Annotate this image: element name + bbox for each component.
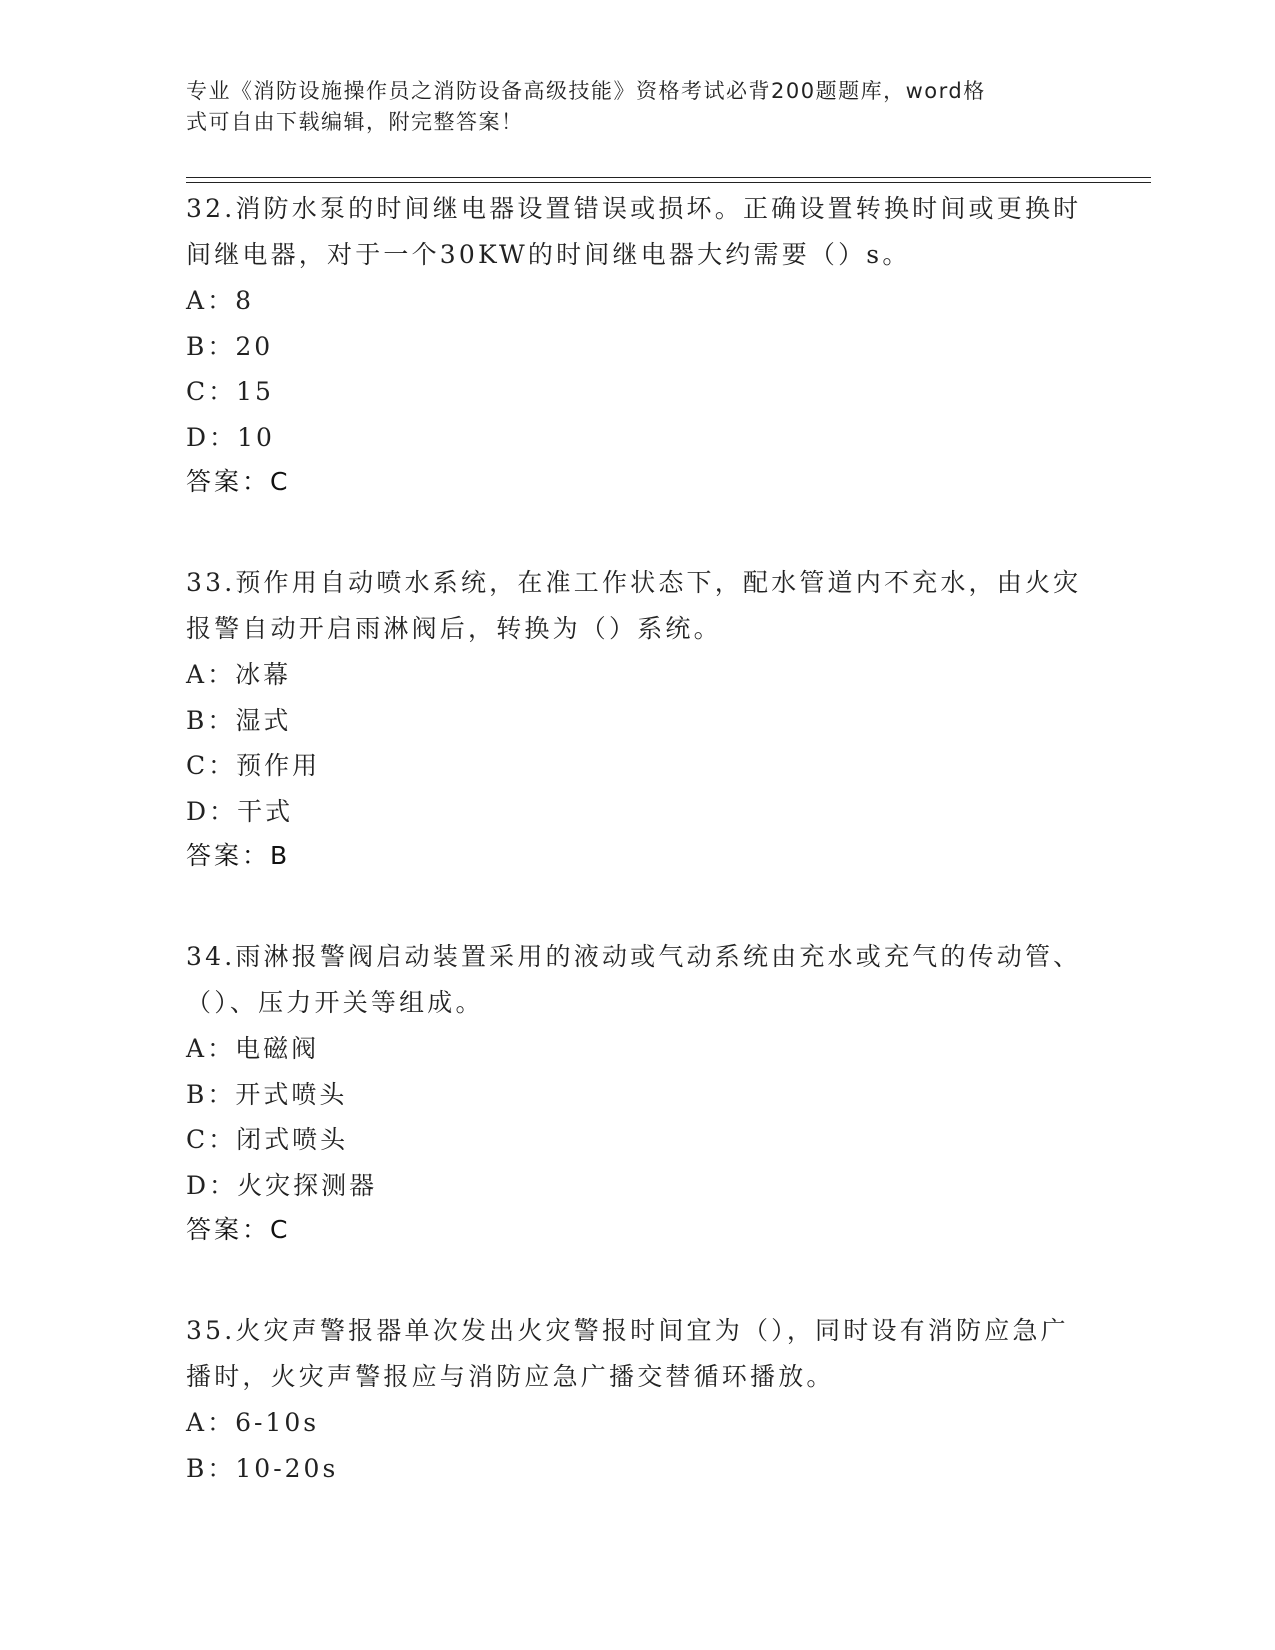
option-text: 10 [237, 422, 275, 452]
answer-option [186, 369, 1086, 415]
answer-option [186, 1072, 1086, 1118]
answer-label: 答案： [186, 467, 271, 496]
answer-option [186, 1163, 1086, 1209]
question-item [186, 186, 1086, 504]
option-key: A [186, 1408, 208, 1437]
answer-label: 答案： [186, 1215, 271, 1244]
question-list [186, 186, 1086, 1547]
question-item [186, 1308, 1086, 1491]
option-key: C [186, 377, 209, 406]
document-header [186, 76, 1066, 138]
option-text: 干式 [237, 796, 294, 826]
answer-option [186, 789, 1086, 835]
answer-option [186, 1446, 1086, 1492]
option-text: 冰幕 [235, 660, 292, 689]
answer-option [186, 698, 1086, 744]
option-key: C [186, 751, 209, 780]
option-separator: ： [207, 660, 236, 689]
answer-option [186, 278, 1086, 324]
answer-line [186, 460, 1086, 504]
answer-line [186, 1208, 1086, 1252]
option-separator: ： [207, 331, 236, 361]
answer-line [186, 834, 1086, 878]
option-key: D [186, 422, 210, 452]
header-divider-bottom [186, 182, 1151, 183]
option-key: B [186, 1079, 208, 1109]
option-key: B [186, 1453, 208, 1483]
option-separator: ： [209, 422, 238, 452]
option-text: 闭式喷头 [236, 1125, 349, 1154]
option-text: 20 [235, 331, 274, 361]
option-key: D [186, 796, 210, 826]
question-stem: 33.预作用自动喷水系统，在准工作状态下，配水管道内不充水，由火灾报警自动开启雨淋阀后，转换为（）系统。 [186, 568, 1082, 643]
option-key: A [186, 286, 208, 315]
option-separator: ： [207, 1079, 236, 1109]
header-line-1: 专业《消防设施操作员之消防设备高级技能》资格考试必背200题题库，word格 [186, 79, 986, 103]
answer-label: 答案： [186, 841, 271, 870]
answer-option [186, 1117, 1086, 1163]
option-text: 开式喷头 [235, 1079, 348, 1109]
option-text: 8 [235, 286, 254, 315]
option-key: B [186, 705, 208, 735]
question-item [186, 934, 1086, 1252]
question-item [186, 560, 1086, 878]
answer-option [186, 1026, 1086, 1072]
option-separator: ： [208, 751, 237, 780]
answer-option [186, 415, 1086, 461]
option-key: D [186, 1170, 210, 1200]
option-separator: ： [207, 1408, 236, 1437]
option-text: 火灾探测器 [237, 1170, 378, 1200]
header-divider-top [186, 177, 1151, 178]
option-key: C [186, 1125, 209, 1154]
option-separator: ： [209, 1170, 238, 1200]
question-stem: 32.消防水泵的时间继电器设置错误或损坏。正确设置转换时间或更换时间继电器，对于一个30KW的时间继电器大约需要（）s。 [186, 194, 1082, 269]
answer-option [186, 652, 1086, 698]
option-key: A [186, 1034, 208, 1063]
option-separator: ： [208, 377, 237, 406]
option-separator: ： [207, 1453, 236, 1483]
option-key: B [186, 331, 208, 361]
option-text: 15 [236, 377, 274, 406]
option-separator: ： [209, 796, 238, 826]
option-separator: ： [207, 1034, 236, 1063]
answer-option [186, 743, 1086, 789]
option-separator: ： [207, 286, 236, 315]
option-text: 6-10s [235, 1408, 320, 1437]
answer-option [186, 324, 1086, 370]
header-line-2: 式可自由下载编辑，附完整答案！ [186, 110, 524, 134]
option-separator: ： [208, 1125, 237, 1154]
option-text: 预作用 [236, 751, 321, 780]
option-key: A [186, 660, 208, 689]
answer-option [186, 1400, 1086, 1446]
option-separator: ： [207, 705, 236, 735]
option-text: 电磁阀 [235, 1034, 320, 1063]
question-stem: 35.火灾声警报器单次发出火灾警报时间宜为（），同时设有消防应急广播时，火灾声警报应与消防应急广播交替循环播放。 [186, 1316, 1069, 1391]
question-stem: 34.雨淋报警阀启动装置采用的液动或气动系统由充水或充气的传动管、（）、压力开关等组成。 [186, 942, 1082, 1017]
answer-value: C [270, 1215, 291, 1244]
answer-value: B [270, 841, 291, 870]
option-text: 湿式 [235, 705, 292, 735]
answer-value: C [270, 467, 291, 496]
option-text: 10-20s [235, 1453, 339, 1483]
